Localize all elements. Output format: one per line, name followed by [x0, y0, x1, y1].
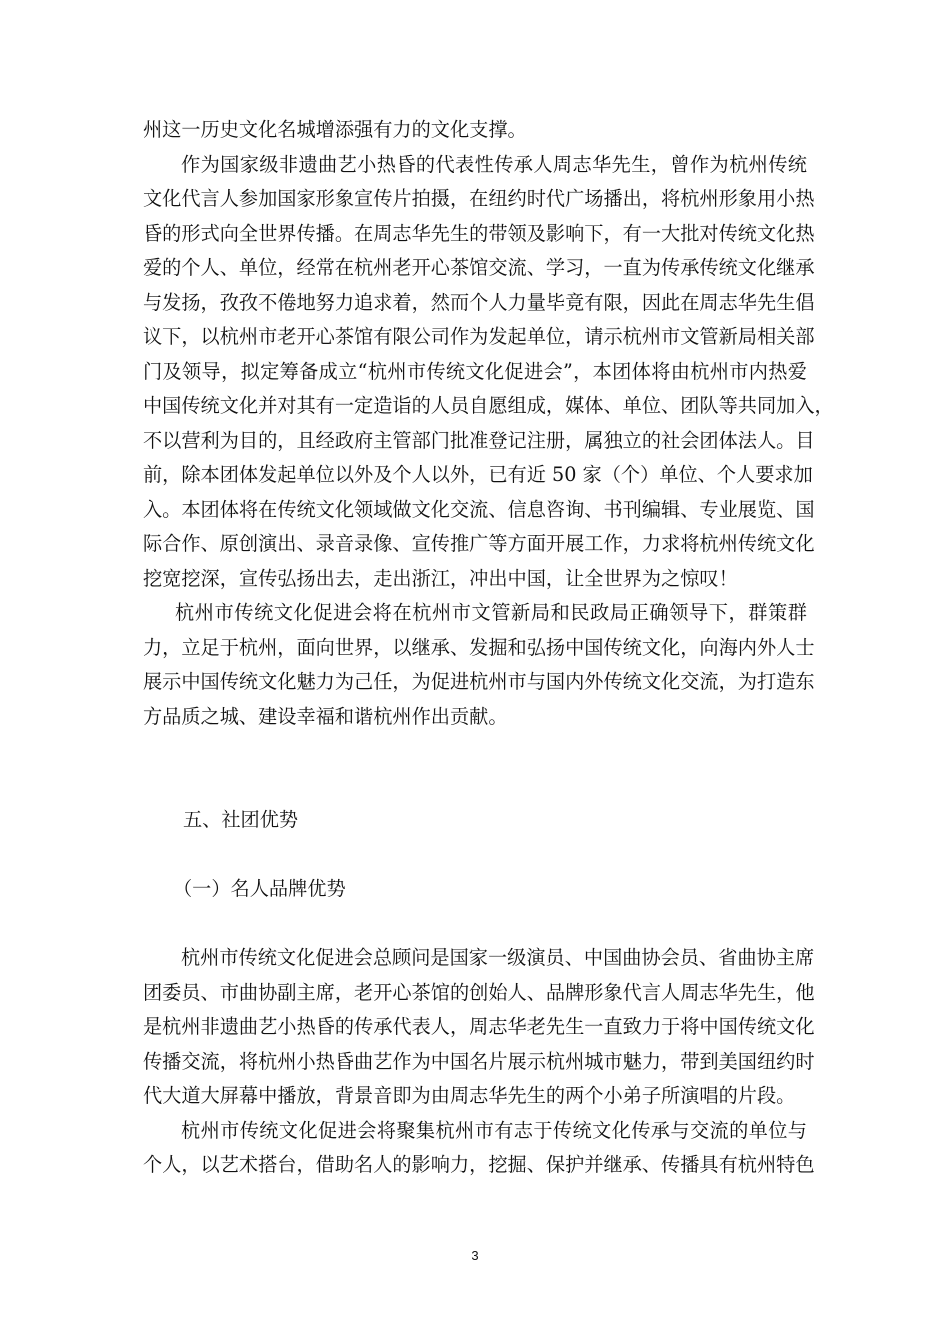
text-line: 门及领导，拟定筹备成立“杭州市传统文化促进会”，本团体将由杭州市内热爱	[143, 359, 807, 383]
text-line: 州这一历史文化名城增添强有力的文化支撑。	[143, 118, 527, 141]
text-line: 议下，以杭州市老开心茶馆有限公司作为发起单位，请示杭州市文管新局相关部	[143, 325, 815, 348]
text-line: 不以营利为目的，且经政府主管部门批准登记注册，属独立的社会团体法人。目	[143, 428, 815, 452]
spacer	[143, 769, 807, 804]
text-line: 与发扬，孜孜不倦地努力追求着，然而个人力量毕竟有限，因此在周志华先生倡	[143, 290, 815, 314]
paragraph-mission	[143, 596, 815, 734]
text-line: 力，立足于杭州，面向世界，以继承、发掘和弘扬中国传统文化，向海内外人士	[143, 635, 815, 659]
text-line: 是杭州非遗曲艺小热昏的传承代表人，周志华老先生一直致力于将中国传统文化	[143, 1015, 815, 1038]
page-number: 3	[471, 1248, 479, 1263]
spacer	[143, 838, 807, 873]
text-line: 入。本团体将在传统文化领域做文化交流、信息咨询、书刊编辑、专业展览、国	[143, 497, 815, 521]
text-line: 展示中国传统文化魅力为己任，为促进杭州市与国内外传统文化交流，为打造东	[143, 670, 815, 693]
paragraph-gathering	[143, 1114, 815, 1183]
text-line: 传播交流，将杭州小热昏曲艺作为中国名片展示杭州城市魅力，带到美国纽约时	[143, 1049, 815, 1073]
text-line: 中国传统文化并对其有一定造诣的人员自愿组成，媒体、单位、团队等共同加入，	[143, 394, 834, 417]
page-body	[143, 113, 834, 1183]
spacer	[143, 907, 807, 942]
text-line: 作为国家级非遗曲艺小热昏的代表性传承人周志华先生，曾作为杭州传统	[181, 152, 807, 176]
text-line: 爱的个人、单位，经常在杭州老开心茶馆交流、学习，一直为传承传统文化继承	[143, 256, 815, 279]
text-line: 代大道大屏幕中播放，背景音即为由周志华先生的两个小弟子所演唱的片段。	[143, 1084, 796, 1107]
paragraph-advisor	[143, 941, 815, 1114]
text-line: 杭州市传统文化促进会将在杭州市文管新局和民政局正确领导下，群策群	[175, 601, 807, 624]
paragraph-continuation	[143, 113, 807, 148]
text-line: 际合作、原创演出、录音录像、宣传推广等方面开展工作，力求将杭州传统文化	[143, 532, 815, 555]
text-line: 团委员、市曲协副主席，老开心茶馆的创始人、品牌形象代言人周志华先生，他	[143, 980, 815, 1004]
text-line: 昏的形式向全世界传播。在周志华先生的带领及影响下，有一大批对传统文化热	[143, 221, 815, 245]
text-line: 挖宽挖深，宣传弘扬出去，走出浙江，冲出中国，让全世界为之惊叹！	[143, 566, 738, 590]
text-line: 个人，以艺术搭台，借助名人的影响力，挖掘、保护并继承、传播具有杭州特色	[143, 1153, 815, 1176]
text-line: 前，除本团体发起单位以外及个人以外，已有近 50 家（个）单位、个人要求加	[143, 463, 813, 486]
subsection-heading: （一）名人品牌优势	[173, 877, 346, 900]
section-heading: 五、社团优势	[183, 808, 299, 831]
text-line: 方品质之城、建设幸福和谐杭州作出贡献。	[143, 704, 508, 728]
text-line: 杭州市传统文化促进会总顾问是国家一级演员、中国曲协会员、省曲协主席	[181, 946, 815, 969]
spacer	[143, 734, 807, 769]
paragraph-founding	[143, 148, 834, 597]
text-line: 杭州市传统文化促进会将聚集杭州市有志于传统文化传承与交流的单位与	[181, 1118, 807, 1142]
text-line: 文化代言人参加国家形象宣传片拍摄，在纽约时代广场播出，将杭州形象用小热	[143, 187, 815, 210]
